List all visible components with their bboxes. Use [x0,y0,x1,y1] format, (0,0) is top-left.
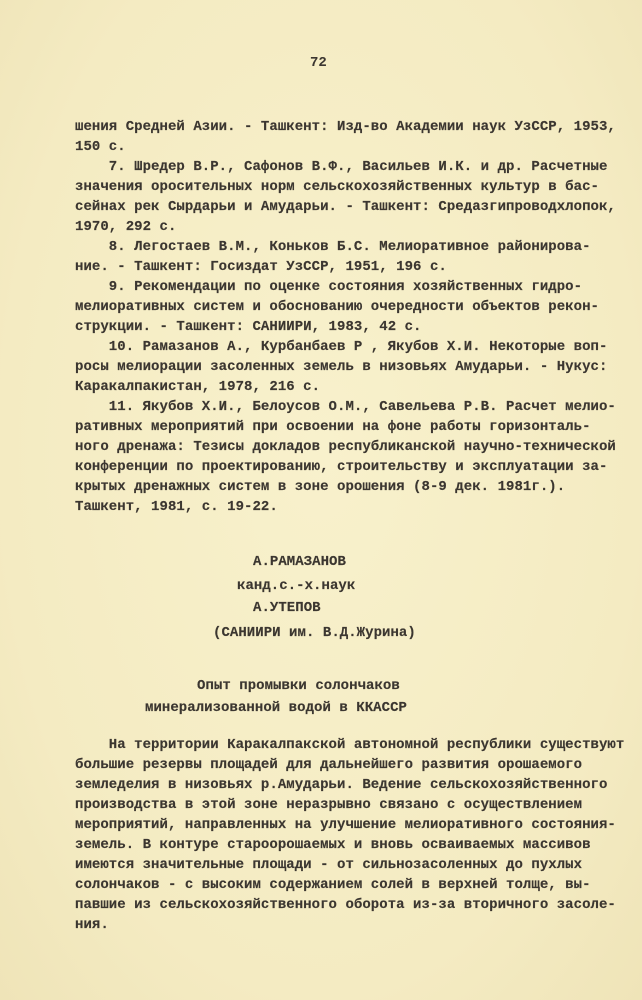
reference-line: 1970, 292 с. [75,219,177,235]
body-text-line: большие резервы площадей для дальнейшего развития орошаемого [75,757,583,773]
reference-line: 8. Легостаев В.М., Коньков Б.С. Мелиоративное районирова- [75,239,591,255]
reference-line: ративных мероприятий при освоении на фоне работы горизонталь- [75,419,591,435]
reference-line: ние. - Ташкент: Госиздат УзССР, 1951, 196 с. [75,259,447,275]
body-text-line: производства в этой зоне неразрывно связано с осуществлением [75,797,583,813]
reference-line: сейнах рек Сырдарьи и Амударьи. - Ташкент: Средазгипроводхлопок, [75,199,616,215]
body-text-line: земель. В контуре староорошаемых и вновь осваиваемых массивов [75,837,591,853]
reference-line: 7. Шредер В.Р., Сафонов В.Ф., Васильев И.К. и др. Расчетные [75,159,608,175]
body-text-line: имеются значительные площади - от сильнозасоленных до пухлых [75,857,583,873]
reference-line: конференции по проектированию, строительству и эксплуатации за- [75,459,608,475]
reference-line: росы мелиорации засоленных земель в низовьях Амударьи. - Нукус: [75,359,608,375]
reference-line: значения оросительных норм сельскохозяйственных культур в бас- [75,179,599,195]
reference-line: крытых дренажных систем в зоне орошения (8-9 дек. 1981г.). [75,479,566,495]
body-text-line: мероприятий, направленных на улучшение мелиоративного состояния- [75,817,616,833]
reference-line: струкции. - Ташкент: САНИИРИ, 1983, 42 с. [75,319,422,335]
reference-line: мелиоративных систем и обоснованию очередности объектов рекон- [75,299,599,315]
body-text-line: солончаков - с высоким содержанием солей в верхней толще, вы- [75,877,591,893]
reference-line: Ташкент, 1981, с. 19-22. [75,499,278,515]
body-text-line: земледелия в низовьях р.Амударьи. Ведение сельскохозяйственного [75,777,608,793]
author-degree: канд.с.-х.наук [237,578,356,594]
body-text-line: павшие из сельскохозяйственного оборота из-за вторичного засоле- [75,897,616,913]
reference-line: 150 с. [75,139,126,155]
reference-line: ного дренажа: Тезисы докладов республиканской научно-технической [75,439,616,455]
body-text-line: ния. [75,917,109,933]
reference-line: Каракалпакистан, 1978, 216 с. [75,379,321,395]
reference-line: 10. Рамазанов А., Курбанбаев Р , Якубов Х.И. Некоторые воп- [75,339,608,355]
author-name: А.УТЕПОВ [253,600,321,616]
reference-line: шения Средней Азии. - Ташкент: Изд-во Академии наук УзССР, 1953, [75,119,616,135]
article-title-line: минерализованной водой в ККАССР [145,700,407,716]
author-affiliation: (САНИИРИ им. В.Д.Журина) [213,625,416,641]
article-title-line: Опыт промывки солончаков [197,678,400,694]
page-number: 72 [310,55,327,71]
body-text-line: На территории Каракалпакской автономной республики существуют [75,737,625,753]
reference-line: 11. Якубов Х.И., Белоусов О.М., Савельева Р.В. Расчет мелио- [75,399,616,415]
reference-line: 9. Рекомендации по оценке состояния хозяйственных гидро- [75,279,583,295]
author-name: А.РАМАЗАНОВ [253,554,346,570]
